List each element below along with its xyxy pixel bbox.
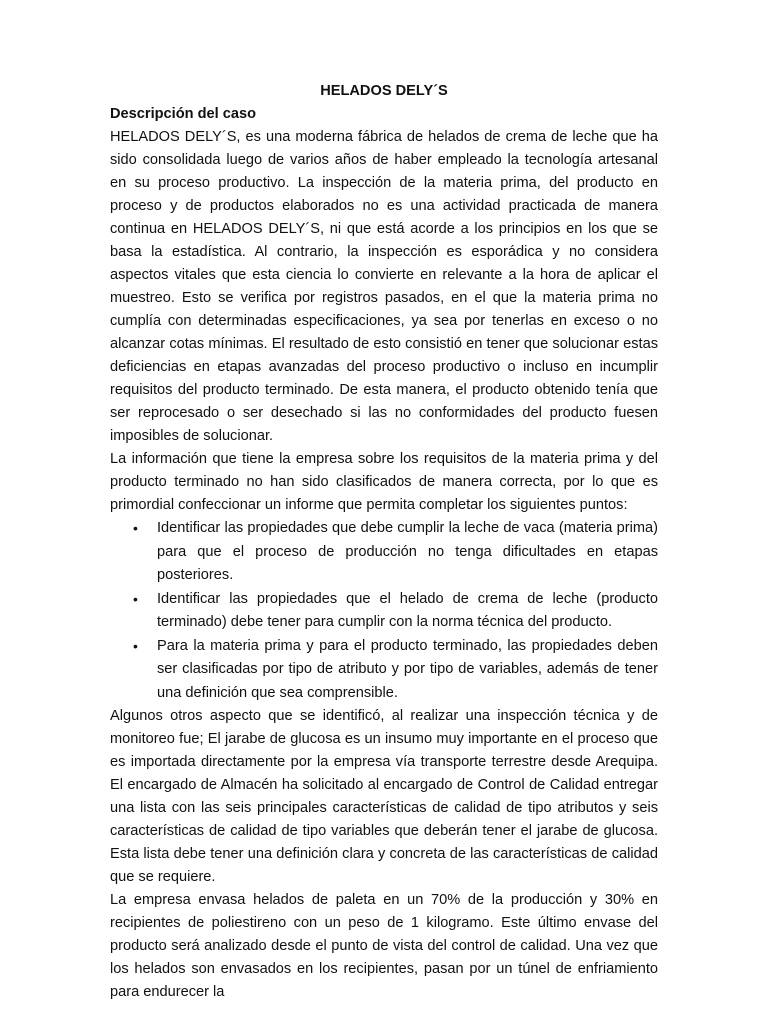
section-heading: Descripción del caso (110, 106, 256, 122)
list-item (133, 635, 658, 706)
paragraph-intro: HELADOS DELY´S, es una moderna fábrica de helados de crema de leche que ha sido consolidada luego de varios años de haber empleado la tecnología artesanal en su proceso productivo. La inspección de la materia prima, del producto en proceso y de productos elaborados no es una actividad practicada de manera continua en HELADOS DELY´S, ni que está acorde a los principios en los que se basa la estadística. Al contrario, la inspección es esporádica y no considera aspectos vitales que esta ciencia lo convierte en relevante a la hora de aplicar el muestreo. Esto se verifica por registros pasados, en el que la materia prima no cumplía con determinadas especificaciones, ya sea por tenerlas en exceso o no alcanzar cotas mínimas. El resultado de esto consistió en tener que solucionar estas deficiencias en etapas avanzadas del proceso productivo o incluso en incumplir requisitos del producto terminado. De esta manera, el producto obtenido tenía que ser reprocesado o ser desechado si las no conformidades del producto fuesen imposibles de solucionar. (110, 129, 658, 444)
bullet-icon: • (133, 590, 138, 607)
document-title: HELADOS DELY´S (320, 83, 448, 99)
list-item-text: Identificar las propiedades que el helado de crema de leche (producto terminado) debe tener para cumplir con la norma técnica del producto. (157, 590, 658, 630)
bullet-list (110, 517, 658, 705)
paragraph-requirements: La información que tiene la empresa sobre los requisitos de la materia prima y del producto terminado no han sido clasificados de manera correcta, por lo que es primordial confeccionar un informe que permita completar los siguientes puntos: (110, 451, 658, 513)
paragraph-glucose: Algunos otros aspecto que se identificó, al realizar una inspección técnica y de monitoreo fue; El jarabe de glucosa es un insumo muy importante en el proceso que es importada directamente por la empresa vía transporte terrestre desde Arequipa. El encargado de Almacén ha solicitado al encargado de Control de Calidad entregar una lista con las seis principales características de calidad de tipo atributos y seis características de calidad de tipo variables que deberán tener el jarabe de glucosa. Esta lista debe tener una definición clara y concreta de las características de calidad que se requiere. (110, 708, 658, 885)
list-item-text: Para la materia prima y para el producto terminado, las propiedades deben ser clasificadas por tipo de atributo y por tipo de variables, además de tener una definición que sea comprensible. (157, 637, 658, 701)
list-item (133, 517, 658, 588)
document-content (110, 80, 658, 1004)
list-item-text: Identificar las propiedades que debe cumplir la leche de vaca (materia prima) para que el proceso de producción no tenga dificultades en etapas posteriores. (157, 520, 658, 583)
paragraph-packaging: La empresa envasa helados de paleta en un 70% de la producción y 30% en recipientes de poliestireno con un peso de 1 kilogramo. Este último envase del producto será analizado desde el punto de vista del control de calidad. Una vez que los helados son envasados en los recipientes, pasan por un túnel de enfriamiento para endurecer la (110, 892, 658, 1000)
list-item (133, 588, 658, 635)
bullet-icon: • (133, 637, 138, 654)
bullet-icon: • (133, 520, 138, 536)
